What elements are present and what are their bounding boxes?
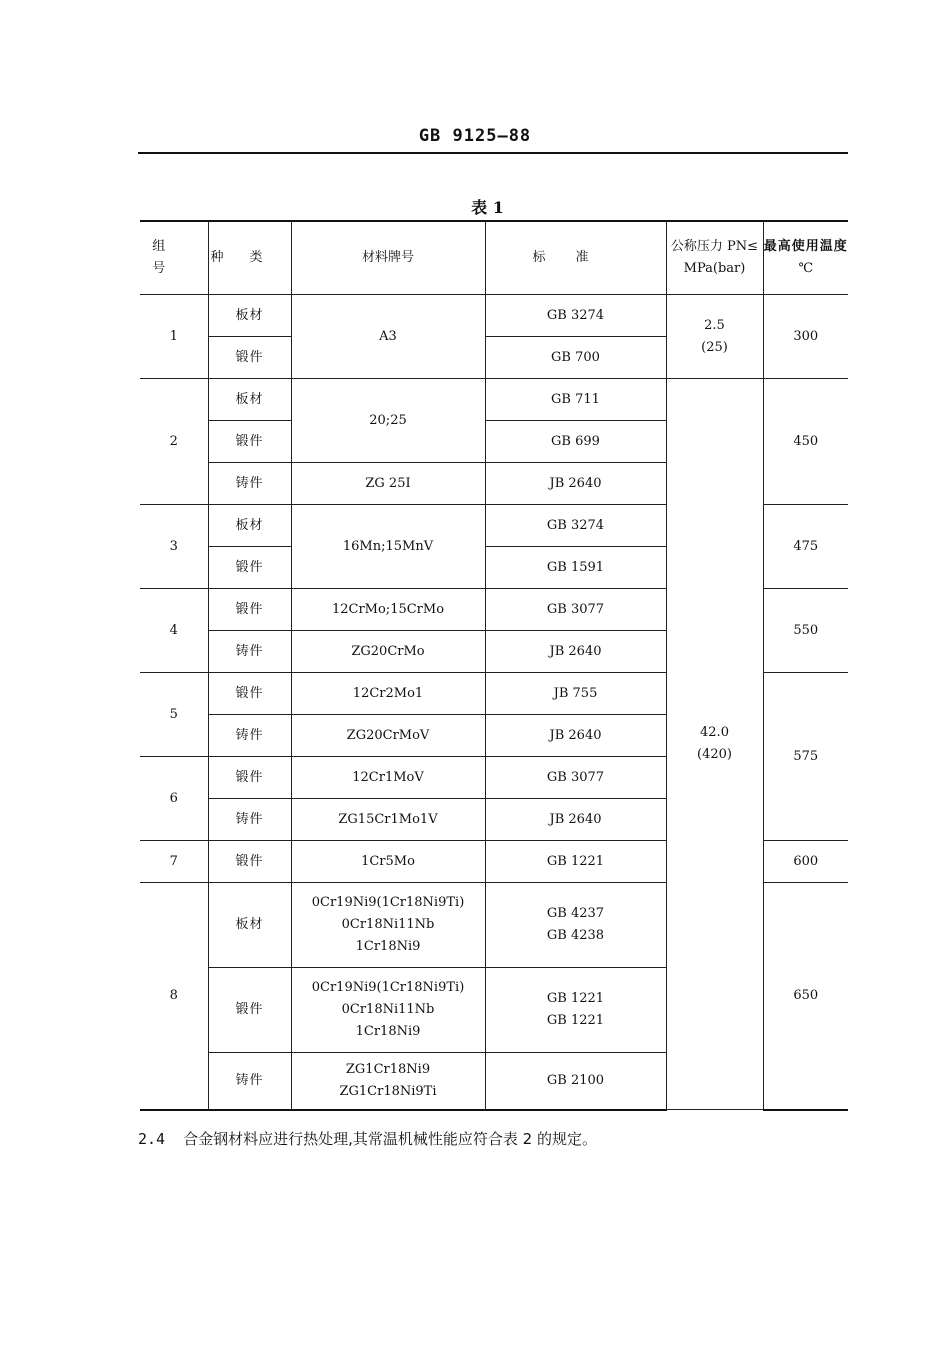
kind-cell: 锻件 — [208, 337, 291, 379]
material-cell: ZG 25I — [291, 463, 485, 505]
col-header-material: 材料牌号 — [291, 221, 485, 295]
group-number: 8 — [140, 883, 208, 1110]
material-cell: 0Cr19Ni9(1Cr18Ni9Ti) 0Cr18Ni11Nb 1Cr18Ni9 — [291, 883, 485, 968]
clause-text: 合金钢材料应进行热处理,其常温机械性能应符合表 2 的规定。 — [183, 1130, 597, 1148]
table-row — [140, 379, 848, 421]
material-cell: ZG20CrMoV — [291, 715, 485, 757]
temp-cell: 475 — [763, 505, 848, 589]
col-header-standard: 标准 — [485, 221, 666, 295]
group-number: 3 — [140, 505, 208, 589]
material-cell: ZG20CrMo — [291, 631, 485, 673]
standard-cell: GB 4237 GB 4238 — [485, 883, 666, 968]
col-header-group: 组号 — [140, 221, 208, 295]
table-row — [140, 295, 848, 337]
temp-cell: 450 — [763, 379, 848, 505]
standard-cell: GB 699 — [485, 421, 666, 463]
kind-cell: 板材 — [208, 883, 291, 968]
pressure-cell: 2.5 (25) — [666, 295, 763, 379]
kind-cell: 锻件 — [208, 968, 291, 1053]
material-cell: 1Cr5Mo — [291, 841, 485, 883]
standard-cell: GB 1591 — [485, 547, 666, 589]
standard-cell: JB 2640 — [485, 631, 666, 673]
table-title: 表 1 — [471, 198, 504, 217]
standard-cell: GB 3077 — [485, 589, 666, 631]
kind-cell: 板材 — [208, 295, 291, 337]
kind-cell: 铸件 — [208, 463, 291, 505]
kind-cell: 铸件 — [208, 799, 291, 841]
standard-cell: JB 2640 — [485, 715, 666, 757]
standard-cell: GB 700 — [485, 337, 666, 379]
material-cell: ZG15Cr1Mo1V — [291, 799, 485, 841]
kind-cell: 锻件 — [208, 757, 291, 799]
kind-cell: 板材 — [208, 379, 291, 421]
col-header-pressure: 公称压力 PN≤ MPa(bar) — [666, 221, 763, 295]
group-number: 4 — [140, 589, 208, 673]
standard-cell: GB 3274 — [485, 295, 666, 337]
standard-cell: GB 2100 — [485, 1053, 666, 1110]
material-cell: 12Cr2Mo1 — [291, 673, 485, 715]
temp-cell: 550 — [763, 589, 848, 673]
standard-cell: GB 711 — [485, 379, 666, 421]
group-number: 6 — [140, 757, 208, 841]
group-number: 7 — [140, 841, 208, 883]
group-number: 1 — [140, 295, 208, 379]
standard-cell: GB 1221 GB 1221 — [485, 968, 666, 1053]
kind-cell: 锻件 — [208, 673, 291, 715]
temp-cell-shared: 575 — [763, 673, 848, 841]
standard-cell: JB 755 — [485, 673, 666, 715]
clause-number: 2.4 — [138, 1130, 166, 1148]
material-cell: ZG1Cr18Ni9 ZG1Cr18Ni9Ti — [291, 1053, 485, 1110]
temp-cell: 600 — [763, 841, 848, 883]
clause-2-4 — [138, 1128, 597, 1149]
kind-cell: 锻件 — [208, 841, 291, 883]
kind-cell: 锻件 — [208, 421, 291, 463]
document-code: GB 9125—88 — [418, 126, 532, 146]
standard-cell: JB 2640 — [485, 463, 666, 505]
temp-cell: 650 — [763, 883, 848, 1110]
standard-cell: GB 3077 — [485, 757, 666, 799]
kind-cell: 板材 — [208, 505, 291, 547]
standard-cell: GB 3274 — [485, 505, 666, 547]
standard-cell: GB 1221 — [485, 841, 666, 883]
kind-cell: 铸件 — [208, 1053, 291, 1110]
material-cell: 0Cr19Ni9(1Cr18Ni9Ti) 0Cr18Ni11Nb 1Cr18Ni9 — [291, 968, 485, 1053]
material-cell: 12CrMo;15CrMo — [291, 589, 485, 631]
standard-cell: JB 2640 — [485, 799, 666, 841]
kind-cell: 锻件 — [208, 547, 291, 589]
col-header-kind: 种类 — [208, 221, 291, 295]
material-cell: A3 — [291, 295, 485, 379]
kind-cell: 铸件 — [208, 631, 291, 673]
col-header-temp: 最高使用温度 ℃ — [763, 221, 848, 295]
material-cell: 12Cr1MoV — [291, 757, 485, 799]
group-number: 2 — [140, 379, 208, 505]
kind-cell: 锻件 — [208, 589, 291, 631]
kind-cell: 铸件 — [208, 715, 291, 757]
temp-cell: 300 — [763, 295, 848, 379]
group-number: 5 — [140, 673, 208, 757]
material-cell: 16Mn;15MnV — [291, 505, 485, 589]
material-table — [140, 220, 848, 1111]
header-rule — [138, 152, 848, 154]
pressure-cell-shared: 42.0 (420) — [666, 379, 763, 1110]
material-cell: 20;25 — [291, 379, 485, 463]
